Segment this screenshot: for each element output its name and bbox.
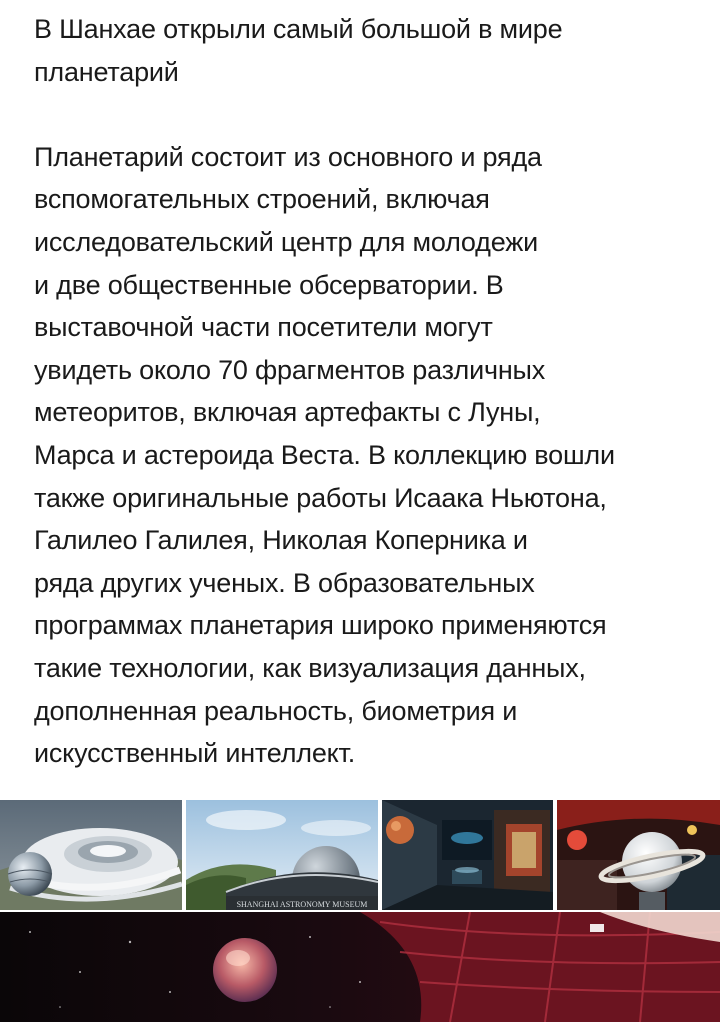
post-title-line: планетарий: [34, 56, 179, 87]
post-body-line: ряда других ученых. В образовательных: [34, 567, 535, 598]
post-title-line: В Шанхае открыли самый большой в мире: [34, 14, 563, 44]
exhibition-hall-photo[interactable]: [382, 800, 553, 910]
post-body-line: и две общественные обсерватории. В: [34, 269, 504, 300]
post-body-line: искусственный интеллект.: [34, 738, 356, 769]
post-body-line: такие технологии, как визуализация данных,: [34, 652, 586, 683]
post-body-line: вспомогательных строений, включая: [34, 184, 490, 215]
post-body-line: увидеть около 70 фрагментов различных: [34, 354, 546, 385]
post-body-line: Марса и астероида Веста. В коллекцию вошли: [34, 439, 615, 470]
post-body-line: программах планетария широко применяются: [34, 610, 607, 641]
museum-sign-text: SHANGHAI ASTRONOMY MUSEUM: [236, 900, 368, 909]
post-body-line: также оригинальные работы Исаака Ньютона,: [34, 482, 607, 513]
post-body-line: выставочной части посетители могут: [34, 312, 493, 343]
dome-interior-photo[interactable]: [0, 912, 720, 1022]
saturn-model-photo[interactable]: [557, 800, 720, 910]
planetarium-aerial-photo[interactable]: [0, 800, 182, 910]
paragraph-gap: [34, 93, 714, 136]
planetarium-building-photo[interactable]: [186, 800, 378, 910]
post-text: [34, 8, 714, 775]
post-body-line: Галилео Галилея, Николая Коперника и: [34, 525, 528, 556]
post-body-line: Планетарий состоит из основного и ряда: [34, 141, 542, 172]
post-body-line: исследовательский центр для молодежи: [34, 226, 538, 257]
post-body-line: дополненная реальность, биометрия и: [34, 695, 518, 726]
photo-gallery: [0, 800, 720, 1022]
post-body-line: метеоритов, включая артефакты с Луны,: [34, 397, 541, 428]
